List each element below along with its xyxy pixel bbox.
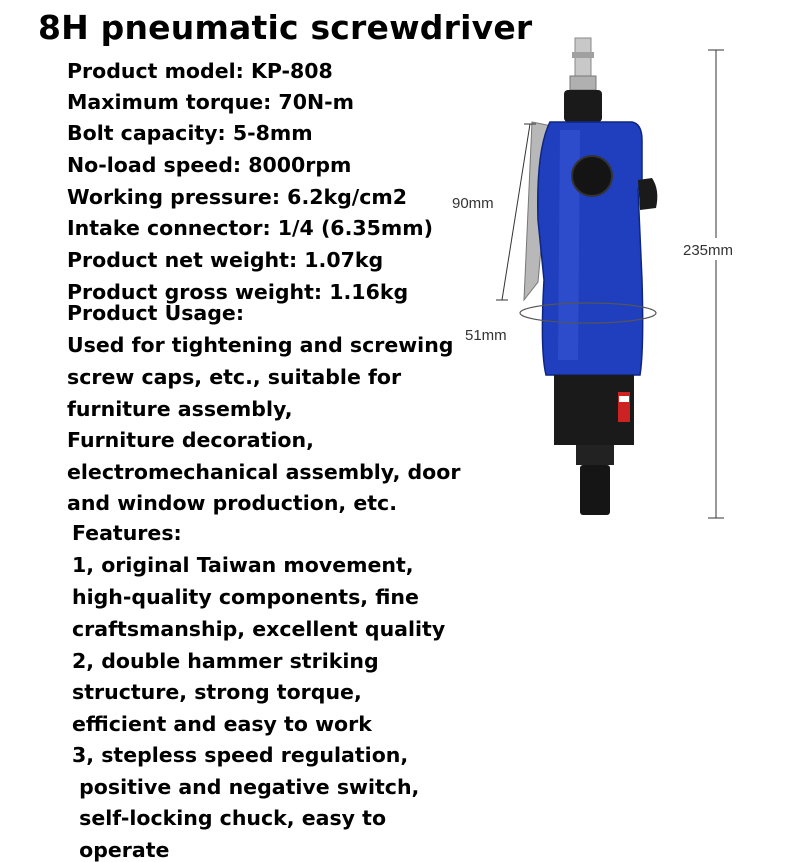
spec-model: Product model: KP-808 bbox=[67, 59, 333, 83]
feature-line: structure, strong torque, bbox=[72, 680, 362, 704]
reverse-switch bbox=[638, 178, 657, 210]
spec-torque: Maximum torque: 70N-m bbox=[67, 90, 354, 114]
page-title: 8H pneumatic screwdriver bbox=[38, 8, 533, 47]
feature-line: efficient and easy to work bbox=[72, 712, 372, 736]
speed-knob bbox=[572, 156, 612, 196]
diameter-label: 51mm bbox=[465, 327, 507, 344]
usage-line: furniture assembly, bbox=[67, 397, 293, 421]
air-inlet-fitting bbox=[564, 38, 602, 122]
usage-line: Used for tightening and screwing bbox=[67, 333, 454, 357]
feature-line: craftsmanship, excellent quality bbox=[72, 617, 446, 641]
spec-bolt-capacity: Bolt capacity: 5-8mm bbox=[67, 121, 313, 145]
usage-line: screw caps, etc., suitable for bbox=[67, 365, 402, 389]
spec-gross-weight: Product gross weight: 1.16kg bbox=[67, 280, 409, 304]
feature-line: operate bbox=[72, 838, 170, 862]
feature-line: 2, double hammer striking bbox=[72, 649, 379, 673]
chuck bbox=[576, 445, 614, 465]
usage-line: electromechanical assembly, door bbox=[67, 460, 461, 484]
feature-line: self-locking chuck, easy to bbox=[72, 806, 387, 830]
usage-line: Furniture decoration, bbox=[67, 428, 314, 452]
spec-speed: No-load speed: 8000rpm bbox=[67, 153, 352, 177]
height-label: 235mm bbox=[683, 242, 734, 259]
feature-line: 1, original Taiwan movement, bbox=[72, 553, 414, 577]
product-illustration bbox=[452, 30, 780, 530]
spec-pressure: Working pressure: 6.2kg/cm2 bbox=[67, 185, 408, 209]
feature-line: high-quality components, fine bbox=[72, 585, 419, 609]
spec-intake: Intake connector: 1/4 (6.35mm) bbox=[67, 216, 433, 240]
feature-line: positive and negative switch, bbox=[72, 775, 420, 799]
spec-net-weight: Product net weight: 1.07kg bbox=[67, 248, 384, 272]
features-heading: Features: bbox=[72, 521, 182, 545]
width-label: 90mm bbox=[452, 195, 494, 212]
feature-line: 3, stepless speed regulation, bbox=[72, 743, 409, 767]
usage-heading: Product Usage: bbox=[67, 301, 245, 325]
usage-line: and window production, etc. bbox=[67, 491, 397, 515]
